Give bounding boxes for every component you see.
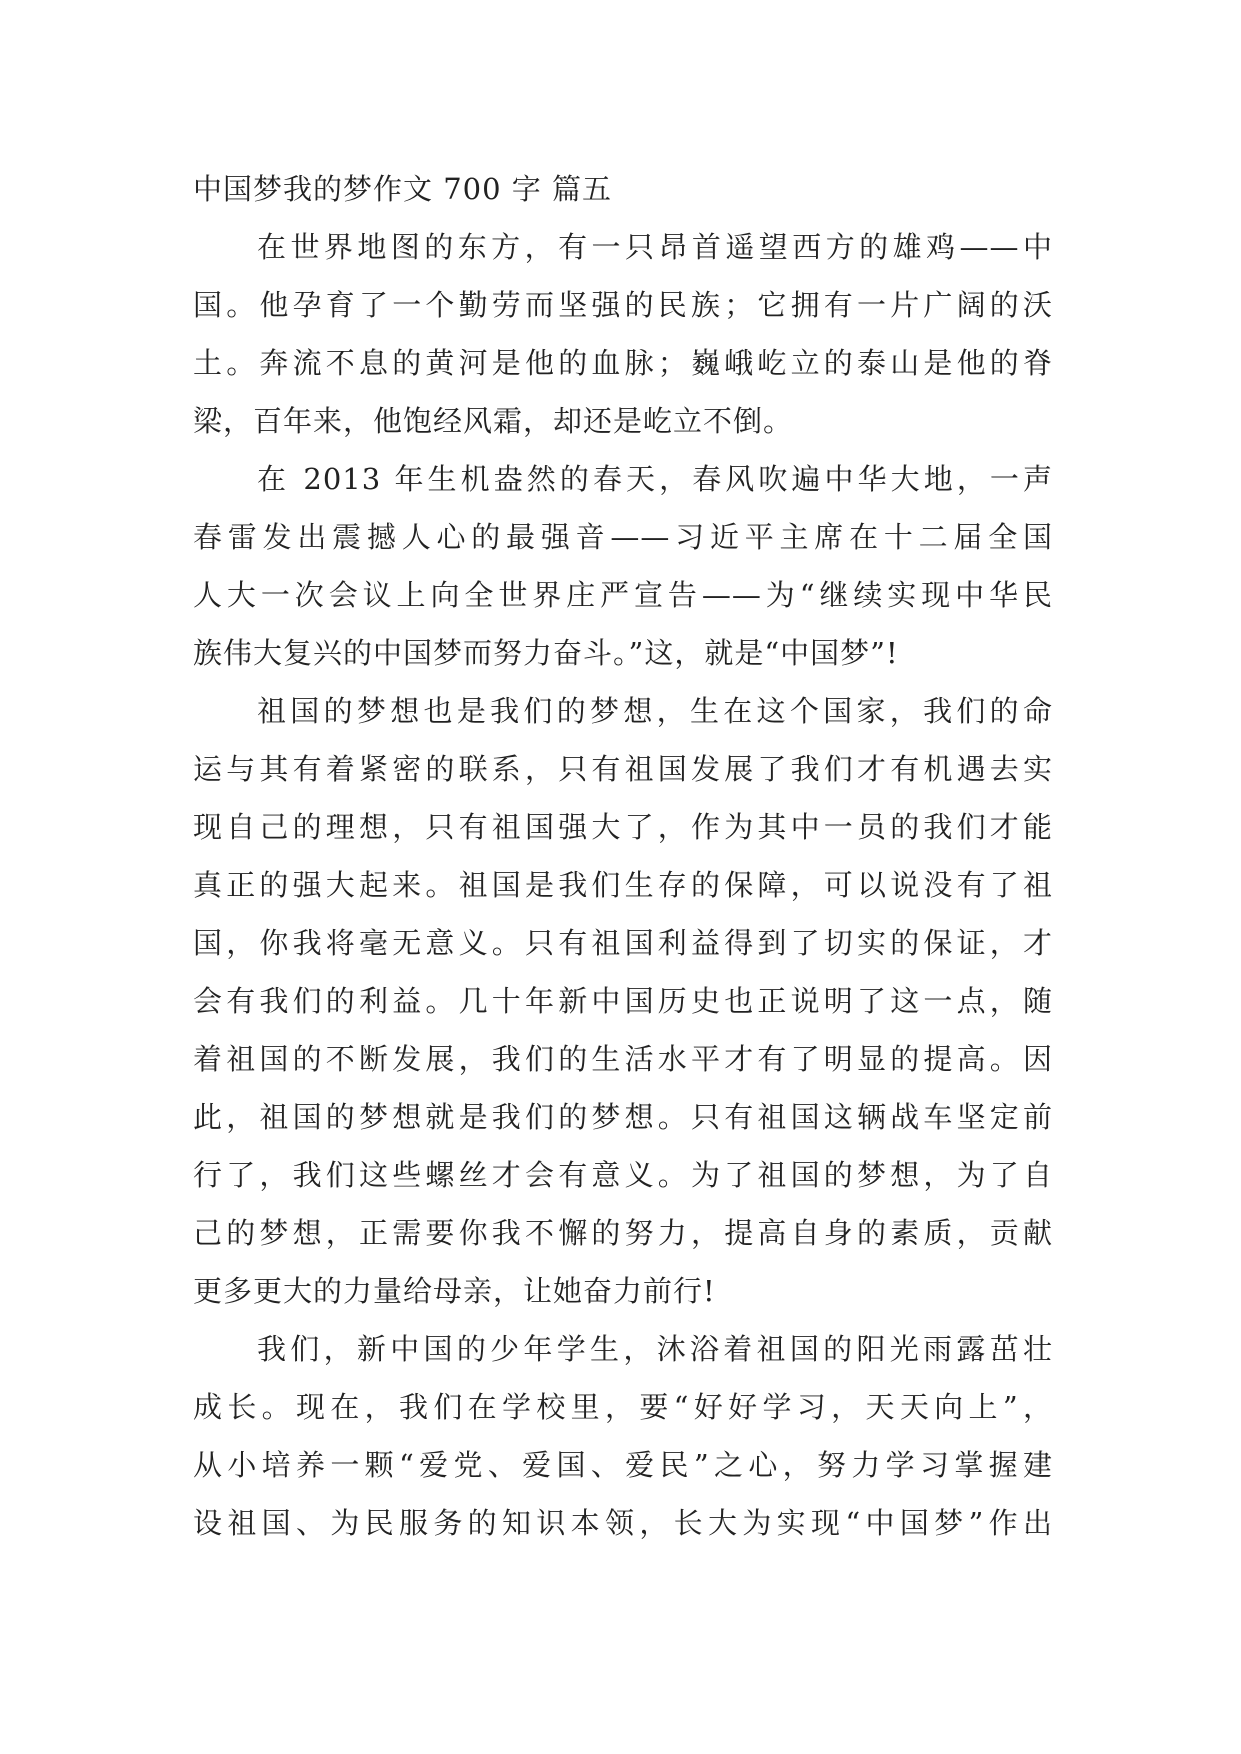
text-line: 着祖国的不断发展，我们的生活水平才有了明显的提高。因 — [193, 1042, 1053, 1076]
text-line: 成长。现在，我们在学校里，要“好好学习，天天向上”， — [193, 1390, 1053, 1424]
paragraph-1 — [193, 218, 1053, 450]
text-line: 我们，新中国的少年学生，沐浴着祖国的阳光雨露茁壮 — [257, 1332, 1053, 1366]
text-line: 现自己的理想，只有祖国强大了，作为其中一员的我们才能 — [193, 810, 1053, 844]
text-line: 土。奔流不息的黄河是他的血脉；巍峨屹立的泰山是他的脊 — [193, 346, 1053, 380]
text-line: 更多更大的力量给母亲，让她奋力前行! — [193, 1274, 716, 1308]
text-line: 祖国的梦想也是我们的梦想，生在这个国家，我们的命 — [257, 694, 1053, 728]
paragraph-4 — [193, 1320, 1053, 1552]
text-line: 国。他孕育了一个勤劳而坚强的民族；它拥有一片广阔的沃 — [193, 288, 1053, 322]
text-line: 己的梦想，正需要你我不懈的努力，提高自身的素质，贡献 — [193, 1216, 1053, 1250]
text-line: 族伟大复兴的中国梦而努力奋斗。”这，就是“中国梦”! — [193, 636, 899, 670]
text-line: 会有我们的利益。几十年新中国历史也正说明了这一点，随 — [193, 984, 1053, 1018]
document-title: 中国梦我的梦作文 700 字 篇五 — [193, 172, 613, 206]
text-line: 此，祖国的梦想就是我们的梦想。只有祖国这辆战车坚定前 — [193, 1100, 1053, 1134]
text-line: 从小培养一颗“爱党、爱国、爱民”之心，努力学习掌握建 — [193, 1448, 1053, 1482]
text-line: 在 2013 年生机盎然的春天，春风吹遍中华大地，一声 — [257, 462, 1053, 496]
text-line: 设祖国、为民服务的知识本领，长大为实现“中国梦”作出 — [193, 1506, 1053, 1540]
text-line: 春雷发出震撼人心的最强音——习近平主席在十二届全国 — [193, 520, 1053, 554]
paragraph-2 — [193, 450, 1053, 682]
paragraph-3 — [193, 682, 1053, 1320]
text-line: 行了，我们这些螺丝才会有意义。为了祖国的梦想，为了自 — [193, 1158, 1053, 1192]
text-line: 梁，百年来，他饱经风霜，却还是屹立不倒。 — [193, 404, 794, 438]
text-line: 运与其有着紧密的联系，只有祖国发展了我们才有机遇去实 — [193, 752, 1053, 786]
text-line: 在世界地图的东方，有一只昂首遥望西方的雄鸡——中 — [257, 230, 1053, 264]
document-body — [193, 160, 1053, 1552]
text-line: 人大一次会议上向全世界庄严宣告——为“继续实现中华民 — [193, 578, 1053, 612]
text-line: 真正的强大起来。祖国是我们生存的保障，可以说没有了祖 — [193, 868, 1053, 902]
text-line: 国，你我将毫无意义。只有祖国利益得到了切实的保证，才 — [193, 926, 1053, 960]
